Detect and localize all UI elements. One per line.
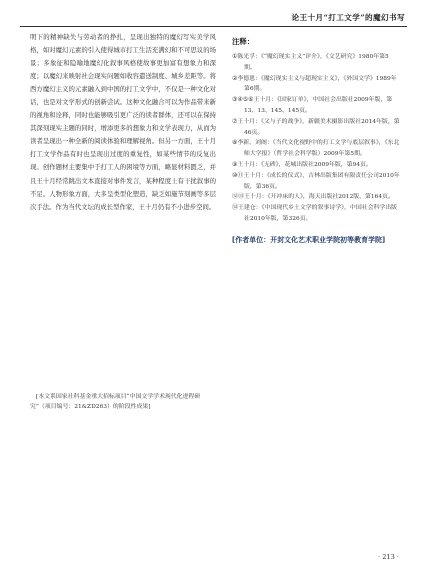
note-text: 王十月：《开冲床的人》，海天出版社2012版，第164页。 <box>244 194 394 201</box>
funding-note-text: [本文系国家社科基金重大招标项目“中国文学学术现代化进程研究”（项目编号：21&ZD263）的阶段性成果] <box>30 394 201 411</box>
note-text: 王十月：《父与子的战争》，新疆美术摄影出版社2014年版，第46页。 <box>237 118 400 136</box>
note-number: ⑩⑪ <box>232 171 244 179</box>
note-text: 李新、刘阁：《当代文化视野中的打工文学与底层叙事》，《东北师大学报》（哲学社会科学版）2009年第5期。 <box>237 140 400 158</box>
note-item <box>232 203 400 225</box>
note-item <box>232 171 400 193</box>
body-paragraph: 明下的精神缺失与劳动者的挣扎，呈现出独特的魔幻写实美学风格，如对魔幻元素的引入使得城市打工生活充满幻和不可思议的场景；多象征和隐喻地魔幻化叙事风格使故事更加富有想象力和深度；以魔幻来映射社会现实问题如收容遣送制度、城乡差距等。将西方魔幻主义的元素融入到中国的打工文学中，不仅是一种文化对话，也是对文学形式的创新尝试。这种文化融合可以为作品带来新的视角和诠释，同时也能够吸引更广泛的读者群体，还可以在保持其深刻现实主题的同时，增添更多的想象力和文学表现力，从而为读者呈现出一种全新的阅读体验和理解视角。但另一方面，王十月打工文学作品有时也呈现出过度的重复性，如某些情节的反复出现。创作题材主要集中于打工人的困境等方面，略显材料匮乏，并且王十月经常跳出文本直接对事件发言，某种程度上有干扰叙事的不足。人物形象方面，大多呈类型化塑造，缺乏如施节刻画等多层次手法。作为当代文坛的成长型作家，王十月仍有不小进步空间。 <box>30 33 216 211</box>
page-number: · 213 · <box>378 553 399 561</box>
note-item <box>232 117 400 139</box>
note-text: 陈光孚：《“魔幻现实主义”评介》，《文艺研究》1980年第5期。 <box>237 54 389 71</box>
note-item <box>232 192 400 203</box>
author-affiliation: [作者单位：开封文化艺术职业学院初等教育学院] <box>232 235 386 244</box>
note-number: ③④⑤⑥ <box>232 96 254 104</box>
note-number: ② <box>232 74 238 82</box>
funding-note <box>30 392 216 412</box>
note-item <box>232 52 400 74</box>
note-text: 李德恩：《魔幻现实主义与超现实主义》，《外国文学》1989年第6期。 <box>237 75 397 93</box>
note-number: ⑫⑬ <box>232 193 245 201</box>
note-text: 王十月：《无碑》，花城出版社2009年版，第94页。 <box>237 161 372 168</box>
note-number: ⑧ <box>232 139 238 147</box>
body-text-column <box>30 31 216 214</box>
note-number: ⑦ <box>232 117 238 125</box>
notes-column <box>232 36 400 244</box>
note-number: ⑭ <box>232 204 239 212</box>
note-item <box>232 138 400 160</box>
note-number: ① <box>232 53 238 60</box>
note-item <box>232 95 400 117</box>
note-number: ⑨ <box>232 160 238 168</box>
note-item <box>232 160 400 171</box>
running-head: 论王十月“打工文学”的魔幻书写 <box>291 13 405 22</box>
notes-heading: 注释： <box>232 37 255 46</box>
header-rule <box>20 26 407 27</box>
note-text: 王十月：《成长的仪式》，吉林出版集团有限责任公司2010年版，第36页。 <box>243 172 400 190</box>
note-item <box>232 74 400 96</box>
note-text: 王建仓：《中国现代乡土文学的叙事诗学》，中国社会科学出版社2010年版，第326页。 <box>238 205 398 222</box>
note-text: 王十月：《国家订单》，中国社会出版社2009年版，第13、13、145、145页。 <box>244 97 393 114</box>
